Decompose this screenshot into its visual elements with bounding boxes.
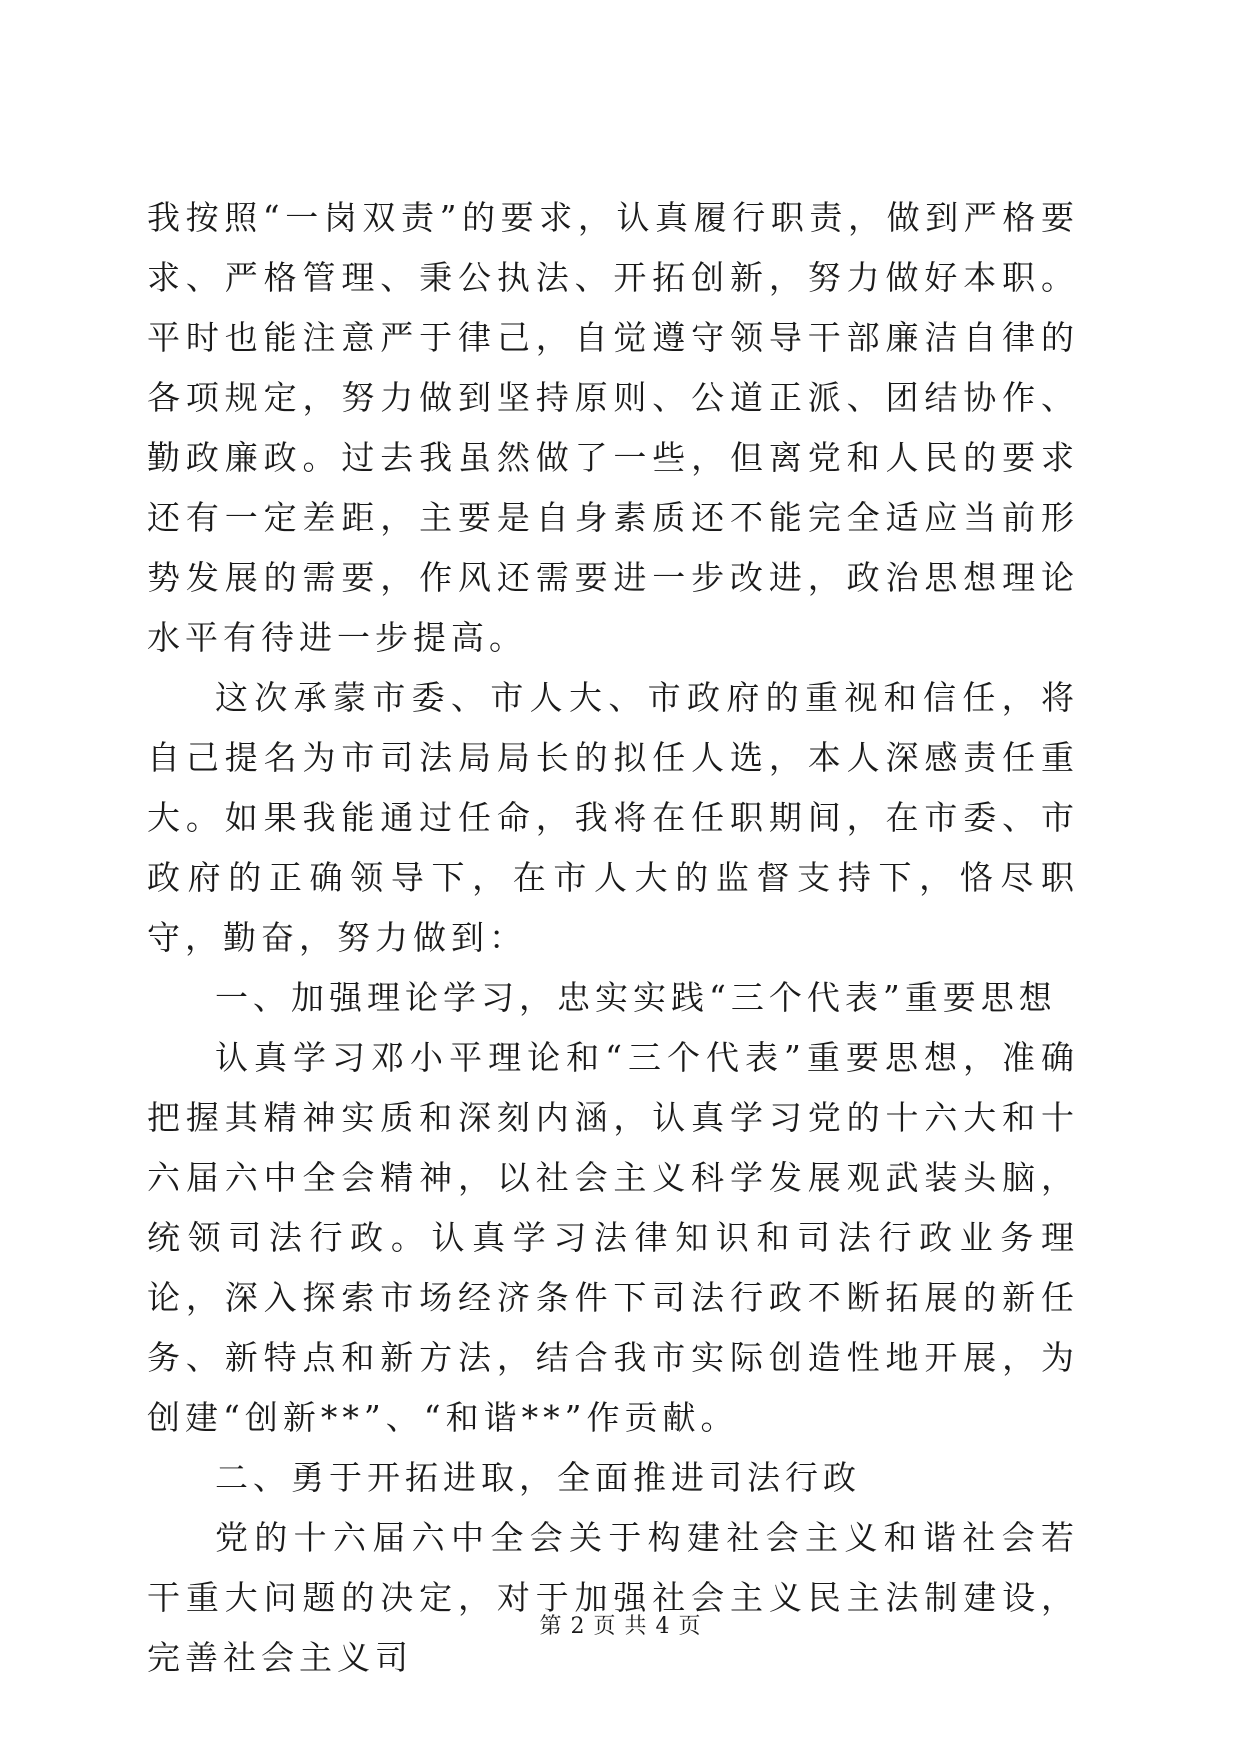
section-heading-1: 一、加强理论学习，忠实实践“三个代表”重要思想	[215, 978, 1057, 1017]
paragraph-theory-study: 认真学习邓小平理论和“三个代表”重要思想，准确把握其精神实质和深刻内涵，认真学习党的十六大和十六届六中全会精神，以社会主义科学发展观武装头脑，统领司法行政。认真学习法律知识和司法行政业务理论，深入探索市场经济条件下司法行政不断拓展的新任务、新特点和新方法，结合我市实际创造性地开展，为创建“创新**”、“和谐**”作贡献。	[147, 1038, 1079, 1437]
page-number-footer: 第 2 页 共 4 页	[539, 1614, 702, 1639]
paragraph-nomination: 这次承蒙市委、市人大、市政府的重视和信任，将自己提名为市司法局局长的拟任人选，本人深感责任重大。如果我能通过任命，我将在任职期间，在市委、市政府的正确领导下，在市人大的监督支持下，恪尽职守，勤奋，努力做到：	[147, 678, 1079, 957]
paragraph-continuation: 我按照“一岗双责”的要求，认真履行职责，做到严格要求、严格管理、秉公执法、开拓创新，努力做好本职。平时也能注意严于律己，自觉遵守领导干部廉洁自律的各项规定，努力做到坚持原则、公道正派、团结协作、勤政廉政。过去我虽然做了一些，但离党和人民的要求还有一定差距，主要是自身素质还不能完全适应当前形势发展的需要，作风还需要进一步改进，政治思想理论水平有待进一步提高。	[147, 198, 1079, 657]
section-heading-2: 二、勇于开拓进取，全面推进司法行政	[215, 1458, 861, 1497]
paragraph-harmonious-society: 党的十六届六中全会关于构建社会主义和谐社会若干重大问题的决定，对于加强社会主义民主法制建设，完善社会主义司	[147, 1518, 1079, 1677]
document-body	[147, 188, 1079, 1688]
